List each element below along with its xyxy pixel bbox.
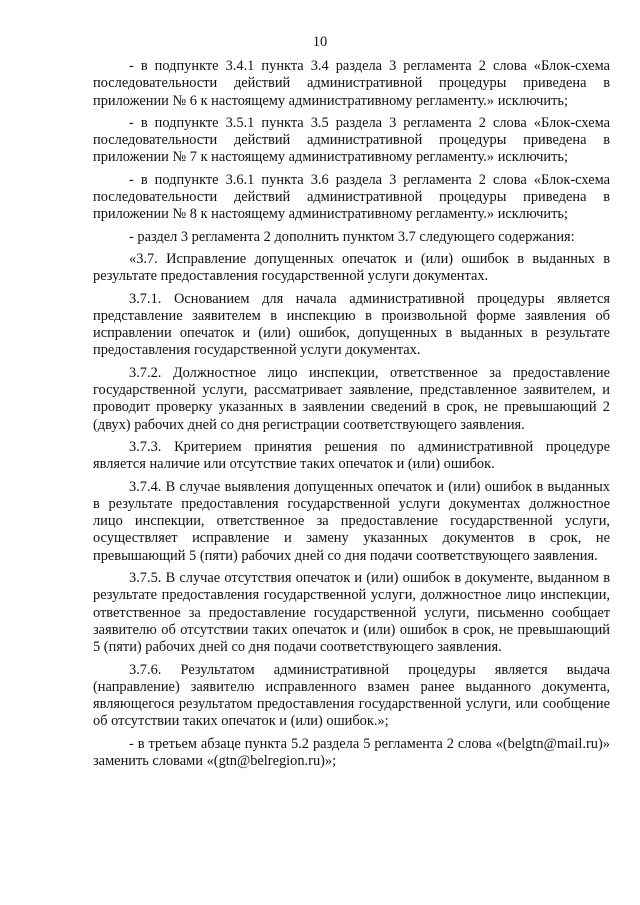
- paragraph-3-7-1: 3.7.1. Основанием для начала административной процедуры является представление заявителем в инспекцию в произвольной форме заявления об исправлении опечаток и (или) ошибок, допущенных в выданных в результате предоставления государственной услуги документах.: [93, 290, 610, 359]
- document-body: [93, 58, 610, 770]
- page-number: 10: [312, 34, 328, 50]
- paragraph-3-5-1-amendment: - в подпункте 3.5.1 пункта 3.5 раздела 3 регламента 2 слова «Блок-схема последовательности действий административной процедуры приведена в приложении № 7 к настоящему административному регламенту.» исключить;: [93, 114, 610, 166]
- paragraph-3-7-heading: «3.7. Исправление допущенных опечаток и (или) ошибок в выданных в результате предоставления государственной услуги документах.: [93, 250, 610, 285]
- paragraph-3-7-6: 3.7.6. Результатом административной процедуры является выдача (направление) заявителю исправленного взамен ранее выданного документа, являющегося результатом предоставления государственной услуги, или сообщение об отсутствии таких опечаток и (или) ошибок.»;: [93, 661, 610, 730]
- paragraph-3-7-5: 3.7.5. В случае отсутствия опечаток и (или) ошибок в документе, выданном в результате предоставления государственной услуги, должностное лицо инспекции, ответственное за предоставление государственной услуги, письменно сообщает заявителю об отсутствии таких опечаток и (или) ошибок в срок, не превышающий 5 (пяти) рабочих дней со дня подачи соответствующего заявления.: [93, 570, 610, 656]
- paragraph-3-4-1-amendment: - в подпункте 3.4.1 пункта 3.4 раздела 3 регламента 2 слова «Блок-схема последовательности действий административной процедуры приведена в приложении № 6 к настоящему административному регламенту.» исключить;: [93, 58, 610, 109]
- paragraph-3-7-2: 3.7.2. Должностное лицо инспекции, ответственное за предоставление государственной услуги, рассматривает заявление, представленное заявителем, и проводит проверку указанных в заявлении сведений в срок, не превышающий 2 (двух) рабочих дней со дня регистрации соответствующего заявления.: [93, 364, 610, 433]
- paragraph-3-7-4: 3.7.4. В случае выявления допущенных опечаток и (или) ошибок в выданных в результате предоставления государственной услуги документах должностное лицо инспекции, ответственное за предоставление государственной услуги, осуществляет исправление и замену указанных документов в срок, не превышающий 5 (пяти) рабочих дней со дня подачи соответствующего заявления.: [93, 478, 610, 564]
- paragraph-section-3-addition: - раздел 3 регламента 2 дополнить пунктом 3.7 следующего содержания:: [129, 228, 575, 245]
- paragraph-3-7-3: 3.7.3. Критерием принятия решения по административной процедуре является наличие или отсутствие таких опечаток и (или) ошибок.: [93, 438, 610, 473]
- paragraph-5-2-amendment: - в третьем абзаце пункта 5.2 раздела 5 регламента 2 слова «(belgtn@mail.ru)» заменить словами «(gtn@belregion.ru)»;: [93, 735, 610, 769]
- paragraph-3-6-1-amendment: - в подпункте 3.6.1 пункта 3.6 раздела 3 регламента 2 слова «Блок-схема последовательности действий административной процедуры приведена в приложении № 8 к настоящему административному регламенту.» исключить;: [93, 171, 610, 223]
